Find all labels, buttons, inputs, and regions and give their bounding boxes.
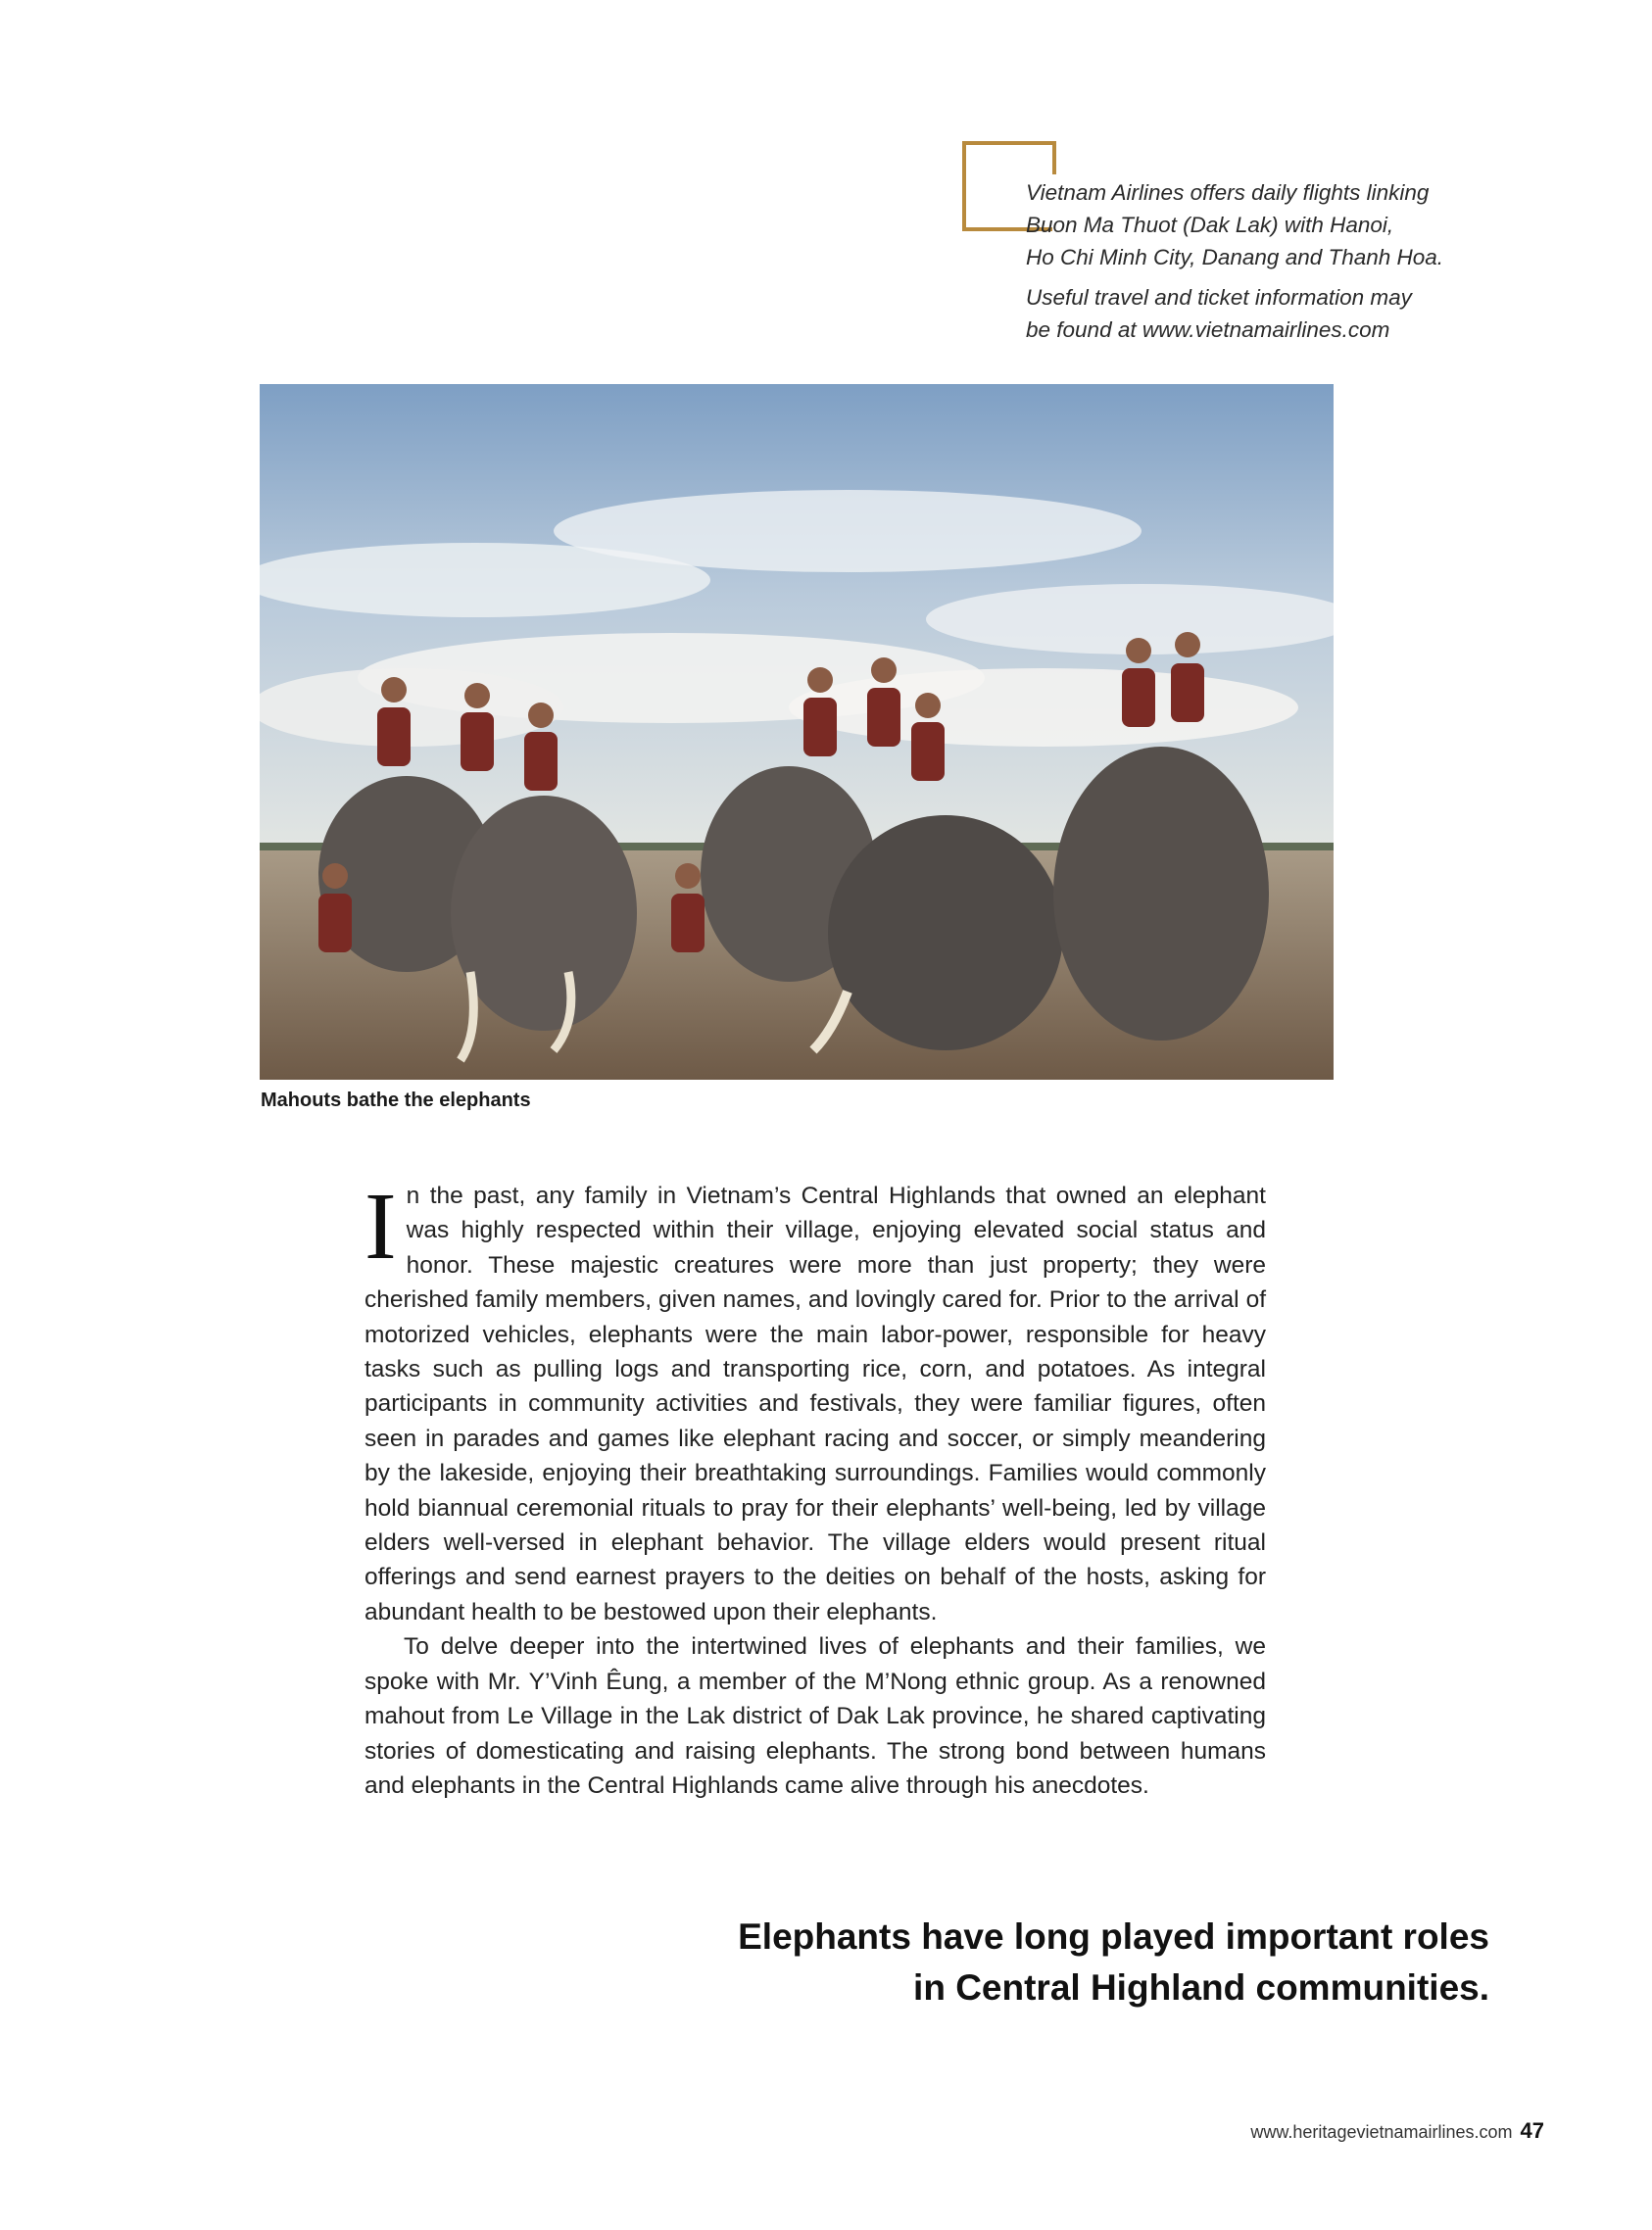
elephant-bath-photo <box>260 384 1334 1080</box>
page-footer <box>1250 2118 1544 2144</box>
flight-info-text: Vietnam Airlines offers daily flights linking Buon Ma Thuot (Dak Lak) with Hanoi, Ho Chi Minh City, Danang and Thanh Hoa. <box>1026 180 1444 269</box>
ticket-info-text: Useful travel and ticket information may be found at www.vietnamairlines.com <box>1026 285 1412 342</box>
travel-info-box <box>1026 176 1486 354</box>
pull-quote-line-1: Elephants have long played important roles <box>738 1916 1489 1957</box>
paragraph-2: To delve deeper into the intertwined lives of elephants and their families, we spoke with Mr. Y’Vinh Êung, a member of the M’Nong ethnic group. As a renowned mahout from Le Village in the Lak district of Dak Lak province, he shared captivating stories of domesticating and raising elephants. The strong bond between humans and elephants in the Central Highlands came alive through his anecdotes. <box>364 1633 1266 1799</box>
pull-quote <box>686 1912 1489 2013</box>
drop-cap: I <box>364 1174 397 1280</box>
paragraph-1 <box>364 1174 1266 1629</box>
footer-url: www.heritagevietnamairlines.com <box>1250 2122 1513 2142</box>
pull-quote-line-2: in Central Highland communities. <box>913 1967 1489 2008</box>
page-number: 47 <box>1520 2118 1544 2143</box>
photo-caption: Mahouts bathe the elephants <box>261 1090 531 1111</box>
paragraph-1-text: n the past, any family in Vietnam’s Central Highlands that owned an elephant was highly respected within their village, enjoying elevated social status and honor. These majestic creatures were more than just property; they were cherished family members, given names, and lovingly cared for. Prior to the arrival of motorized vehicles, elephants were the main labor-power, responsible for heavy tasks such as pulling logs and transporting rice, corn, and potatoes. As integral participants in community activities and festivals, they were familiar figures, often seen in parades and games like elephant racing and soccer, or simply meandering by the lakeside, enjoying their breathtaking surroundings. Families would commonly hold biannual ceremonial rituals to pray for their elephants’ well-being, led by village elders well-versed in elephant behavior. The village elders would present ritual offerings and send earnest prayers to the deities on behalf of the hosts, asking for abundant health to be bestowed upon their elephants. <box>364 1183 1266 1625</box>
article-body <box>364 1174 1266 1803</box>
